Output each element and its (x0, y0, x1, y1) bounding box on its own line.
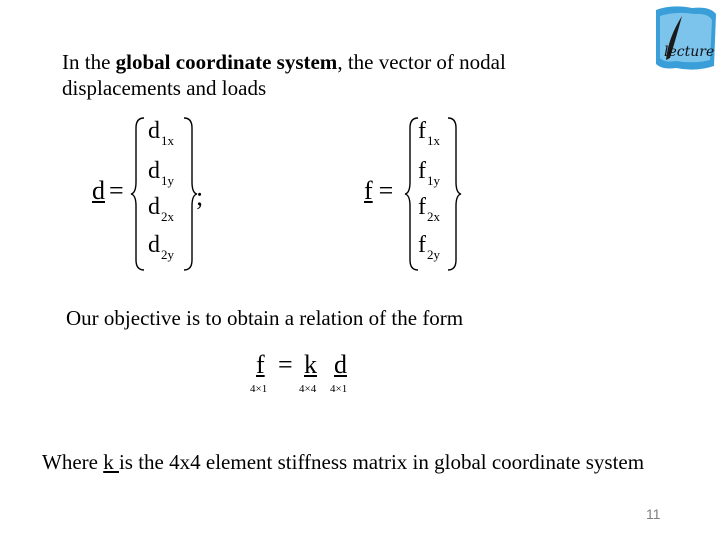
f-entry-2: $f_{1y}$ (418, 158, 440, 188)
d-entry-2: $d_{1y}$ (148, 158, 174, 188)
quill-pen-icon (652, 2, 718, 78)
intro-paragraph (62, 49, 622, 101)
d-entry-4: $d_{2y}$ (148, 232, 174, 262)
relation-d: d (334, 350, 347, 379)
f-right-brace (446, 116, 462, 272)
f-entry-3: $f_{2x}$ (418, 194, 440, 224)
f-vector-symbol: f (364, 176, 373, 205)
page-number: 11 (646, 506, 661, 522)
stiffness-relation (248, 348, 368, 400)
displacement-vector (90, 112, 220, 272)
relation-f-dim: 4×1 (250, 383, 268, 395)
f-entry-4: $f_{2y}$ (418, 232, 440, 262)
separator-semicolon: ; (196, 182, 204, 211)
intro-text-1: In the (62, 50, 116, 74)
lecture-logo (652, 2, 718, 78)
intro-bold-term: global coordinate system (115, 50, 338, 74)
where-text-2: is the 4x4 element stiffness matrix in global coordinate system (118, 450, 645, 474)
relation-k-dim: 4×4 (299, 383, 317, 395)
f-entry-1: $f_{1x}$ (418, 118, 440, 148)
d-entry-3: $d_{2x}$ (148, 194, 174, 224)
d-entry-1: $d_{1x}$ (148, 118, 174, 148)
where-k-symbol: k (103, 450, 119, 474)
load-vector (362, 112, 472, 272)
logo-text: lecture (664, 44, 715, 60)
where-text-1: Where (42, 450, 104, 474)
d-equals-sign: = (109, 176, 124, 205)
relation-d-dim: 4×1 (330, 383, 348, 395)
relation-f: f (256, 350, 265, 379)
relation-equals: = (278, 350, 293, 379)
relation-k: k (304, 350, 317, 379)
d-vector-symbol: d (92, 176, 105, 205)
d-left-brace (130, 116, 146, 272)
f-equals-sign: = (378, 176, 394, 205)
intro-text-2: , the vector of nodal displacements and loads (62, 50, 506, 100)
objective-text: Our objective is to obtain a relation of the form (66, 306, 464, 330)
where-paragraph (42, 449, 682, 475)
